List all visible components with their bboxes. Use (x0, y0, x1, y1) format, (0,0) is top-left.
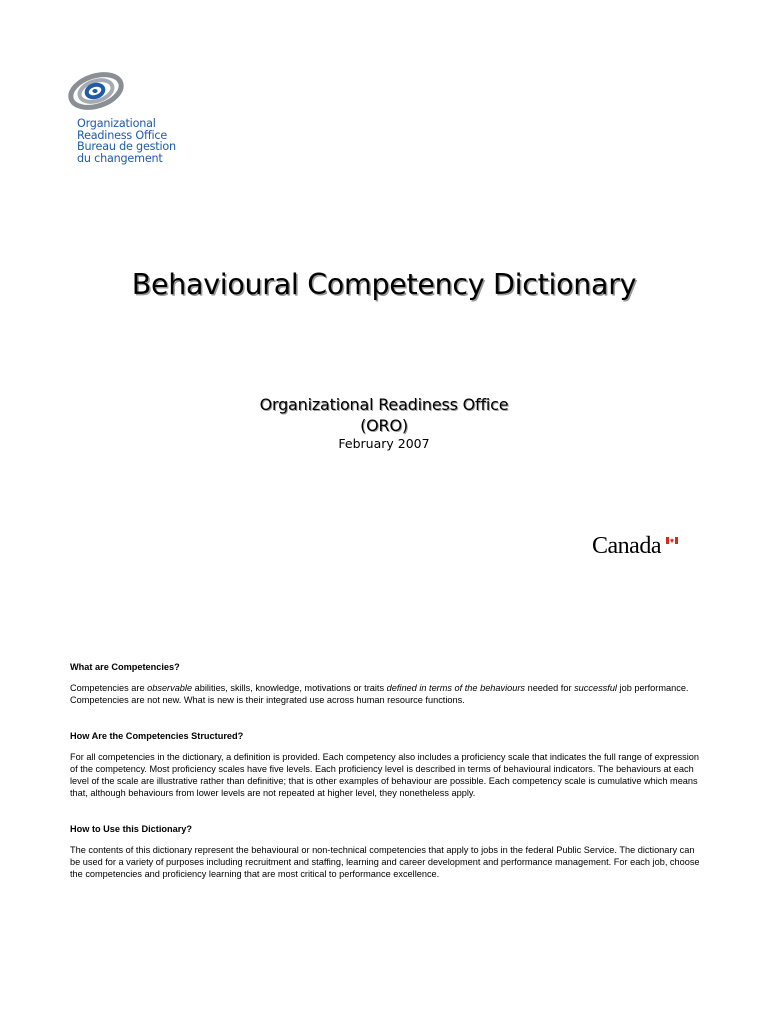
logo-line: Organizational (77, 117, 156, 130)
logo-line: Readiness Office (77, 128, 168, 142)
text-run: For all competencies in the dictionary, a definition is provided. Each competency also includes a proficiency scale that indicates the full range of expression of the competency. Most proficiency scales have five levels. Each proficiency level is described in terms of behavioural indicators. The behaviours at each level of the scale are illustrative rather than definitive; that is other examples of behaviour are possible. Each competency scale is cumulative which means that, although behaviours from lower levels are not repeated at higher level, they nonetheless apply. (70, 752, 700, 798)
section-heading: How to Use this Dictionary? (70, 824, 193, 834)
canada-wordmark-text: Canada (592, 533, 661, 559)
publication-date: February 2007 (338, 436, 430, 451)
document-title: Behavioural Competency Dictionary (131, 268, 637, 301)
section-heading: How Are the Competencies Structured? (70, 731, 244, 741)
oro-swirl-icon (68, 70, 128, 110)
text-run: abilities, skills, knowledge, motivations or traits (192, 683, 387, 693)
text-run: Competencies are (70, 683, 148, 693)
text-run: The contents of this dictionary represent the behavioural or non-technical competencies that apply to jobs in the federal Public Service. The dictionary can be used for a variety of purposes including recruitment and staffing, learning and career development and performance management. For each job, choose the competencies and proficiency learning that are most critical to performance excellence. (70, 845, 700, 879)
emphasized-text: observable (147, 683, 193, 693)
oro-logo (68, 70, 208, 164)
section-paragraph (70, 682, 702, 706)
emphasized-text: defined in terms of the behaviours (386, 683, 526, 693)
logo-line: Bureau de gestion (77, 140, 176, 153)
logo-text (77, 118, 208, 164)
organization-acronym: (ORO) (360, 416, 408, 435)
logo-line: du changement (77, 151, 163, 165)
text-run: job performance. Competencies are not new. What is new is their integrated use across human resource functions. (70, 683, 689, 705)
canadian-flag-icon (666, 537, 678, 544)
section-paragraph (70, 844, 702, 880)
emphasized-text: successful (574, 683, 617, 693)
section-heading: What are Competencies? (70, 662, 180, 672)
intro-sections (70, 661, 702, 904)
section-paragraph (70, 751, 702, 799)
canada-wordmark (592, 535, 682, 561)
text-run: needed for (525, 683, 575, 693)
organization-name: Organizational Readiness Office (259, 395, 509, 414)
